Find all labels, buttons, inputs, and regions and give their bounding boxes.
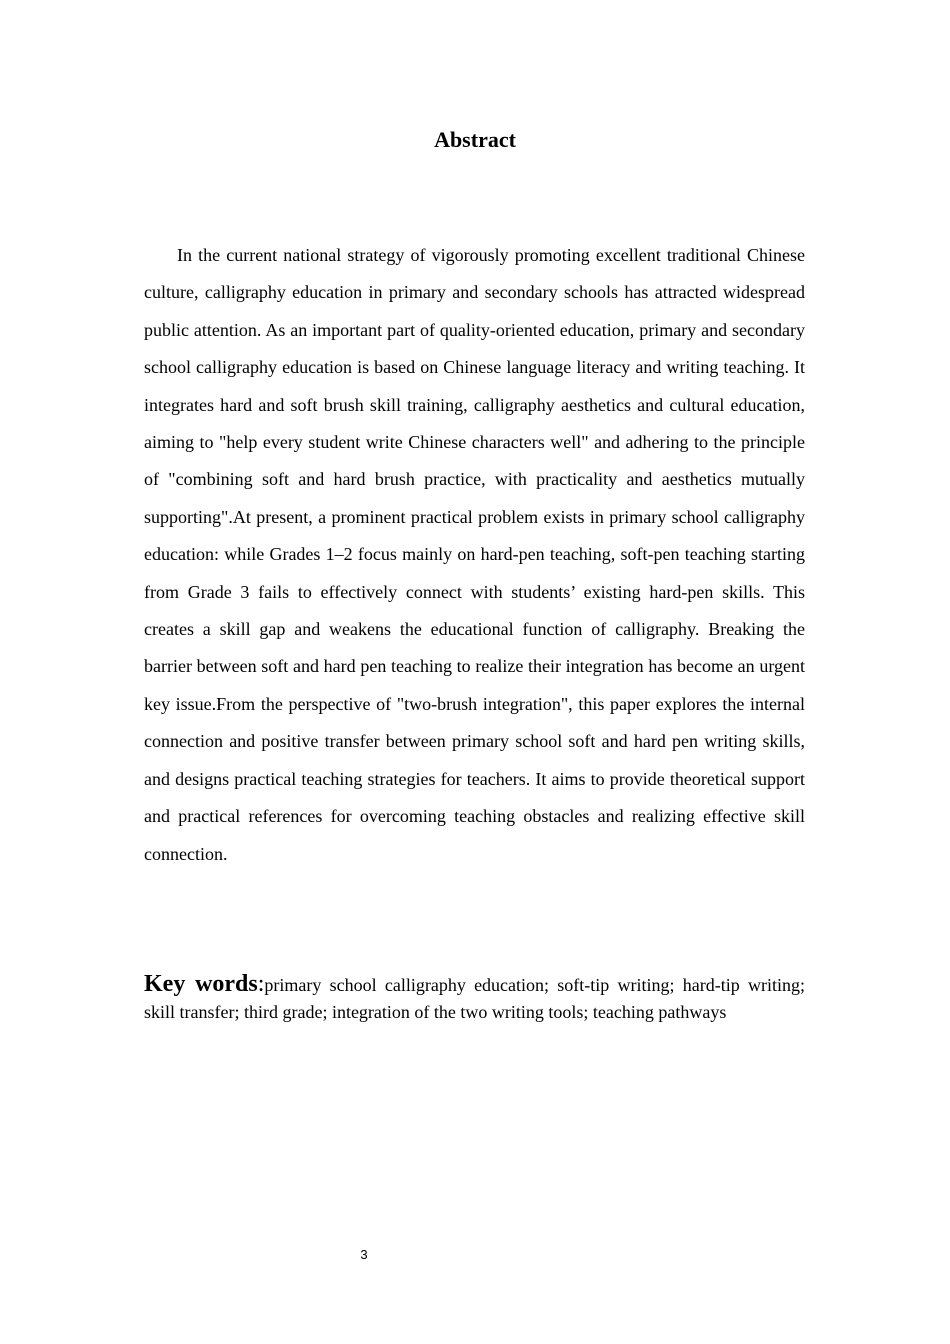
keywords-colon: : [257,971,265,997]
abstract-title: Abstract [434,127,516,152]
page-number: 3 [360,1247,368,1262]
abstract-paragraph: In the current national strategy of vigorously promoting excellent traditional Chinese culture, calligraphy education in primary and secondary schools has attracted widespread public attention. As an important part of quality-oriented education, primary and secondary school calligraphy education is based on Chinese language literacy and writing teaching. It integrates hard and soft brush skill training, calligraphy aesthetics and cultural education, aiming to "help every student write Chinese characters well" and adhering to the principle of "combining soft and hard brush practice, with practicality and aesthetics mutually supporting".At present, a prominent practical problem exists in primary school calligraphy education: while Grades 1–2 focus mainly on hard-pen teaching, soft-pen teaching starting from Grade 3 fails to effectively connect with students’ existing hard-pen skills. This creates a skill gap and weakens the educational function of calligraphy. Breaking the barrier between soft and hard pen teaching to realize their integration has become an urgent key issue.From the perspective of "two-brush integration", this paper explores the internal connection and positive transfer between primary school soft and hard pen writing skills, and designs practical teaching strategies for teachers. It aims to provide theoretical support and practical references for overcoming teaching obstacles and realizing effective skill connection. [144,245,805,864]
keywords-text: primary school calligraphy education; soft-tip writing; hard-tip writing; skill transfer; third grade; integration of the two writing tools; teaching pathways [144,975,805,1022]
keywords-label: Key words [144,971,258,997]
keywords-section [144,971,805,1026]
